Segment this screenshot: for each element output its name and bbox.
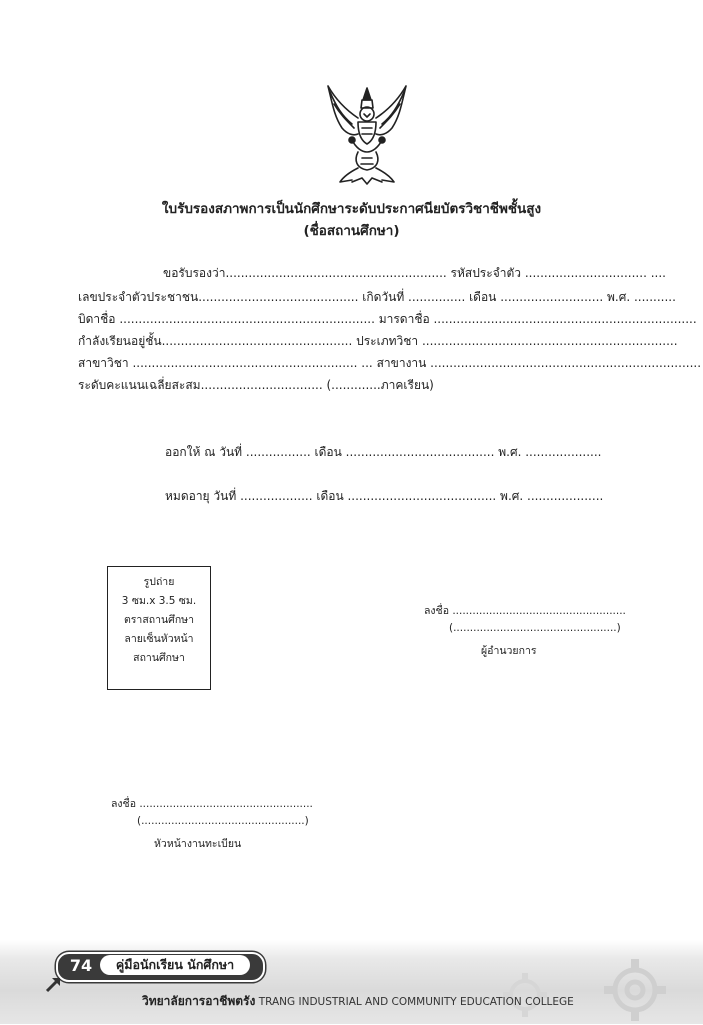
photo-box-line: สถานศึกษา: [133, 652, 185, 664]
college-name-thai: วิทยาลัยการอาชีพตรัง: [142, 994, 256, 1008]
photo-box-line: รูปถ่าย: [143, 576, 175, 588]
issued-date-line: ออกให้ ณ วันที่ ................. เดือน ....................................... พ.ศ. ....................: [165, 445, 602, 459]
director-sign-line: ลงชื่อ ....................................................: [424, 605, 626, 617]
parents-line: บิดาชื่อ ................................................................... มารดาชื่อ .....................................................................: [78, 312, 697, 326]
major-line: สาขาวิชา ........................................................... ... สาขางาน .......................................................................: [78, 356, 702, 370]
arrow-icon: [44, 974, 64, 994]
study-level-line: กำลังเรียนอยู่ชั้น.................................................. ประเภทวิชา ...................................................................: [78, 334, 678, 348]
photo-box-line: 3 ซม.x 3.5 ซม.: [121, 595, 197, 607]
book-title: คู่มือนักเรียน นักศึกษา: [100, 955, 250, 975]
director-position: ผู้อำนวยการ: [481, 645, 537, 657]
registrar-sign-line: ลงชื่อ ....................................................: [111, 798, 313, 810]
college-name: [142, 992, 574, 1011]
certify-line: ขอรับรองว่า.......................................................... รหัสประจำตัว ................................ ....: [163, 266, 666, 280]
expiry-date-line: หมดอายุ วันที่ ................... เดือน ....................................... พ.ศ. ....................: [165, 489, 604, 503]
page-number: 74: [69, 956, 93, 975]
garuda-emblem-icon: [322, 82, 412, 188]
registrar-position: หัวหน้างานทะเบียน: [154, 838, 242, 850]
registrar-name-line: (.................................................): [137, 815, 309, 827]
id-birth-line: เลขประจำตัวประชาชน.......................................... เกิดวันที่ ............... เดือน ........................... พ.ศ. ...........: [78, 290, 676, 304]
photo-box-line: ลายเซ็นหัวหน้า: [124, 633, 194, 645]
document-title: ใบรับรองสภาพการเป็นนักศึกษาระดับประกาศนียบัตรวิชาชีพชั้นสูง: [161, 201, 542, 217]
gpa-line: ระดับคะแนนเฉลี่ยสะสม................................ (.............ภาคเรียน): [78, 378, 434, 392]
gear-icon: [600, 955, 670, 1025]
college-name-english: TRANG INDUSTRIAL AND COMMUNITY EDUCATION COLLEGE: [258, 996, 574, 1008]
director-name-line: (.................................................): [449, 622, 621, 634]
institution-name-placeholder: (ชื่อสถานศึกษา): [303, 223, 400, 239]
photo-box-line: ตราสถานศึกษา: [123, 614, 195, 626]
photo-box: [107, 566, 211, 690]
